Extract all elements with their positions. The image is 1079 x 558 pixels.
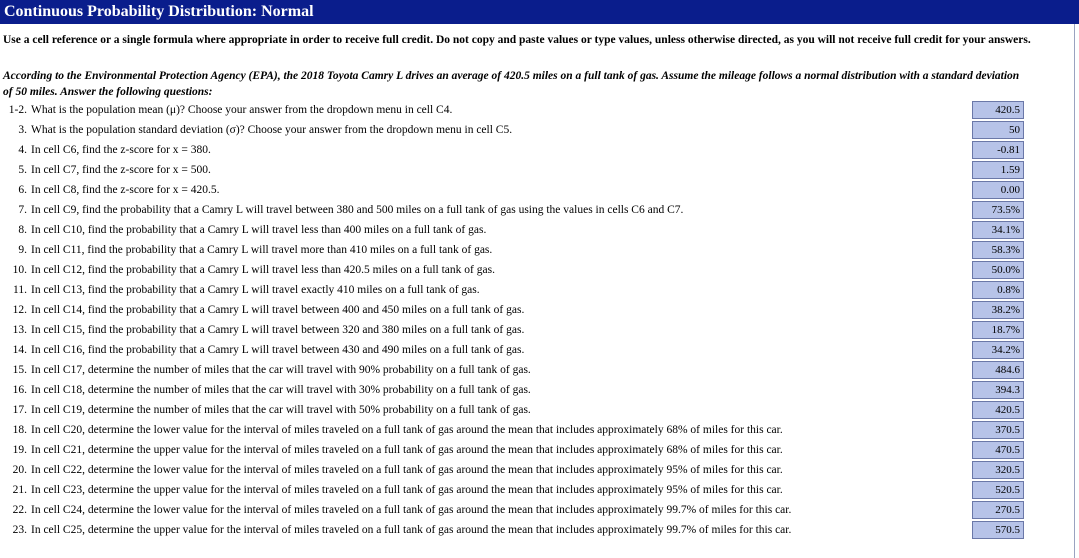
question-prompt: What is the population mean (μ)? Choose your answer from the dropdown menu in cell C4. [31,104,453,116]
question-row [0,500,1079,520]
question-text [3,440,783,460]
question-number: 8. [18,224,27,236]
question-text [3,260,495,280]
question-number: 11. [13,284,27,296]
question-row [0,460,1079,480]
answer-cell[interactable]: 484.6 [972,361,1024,379]
question-text [3,320,524,340]
question-number: 18. [12,424,27,436]
question-text [3,400,531,420]
answer-cell[interactable]: 394.3 [972,381,1024,399]
question-text [3,160,211,180]
question-text [3,380,531,400]
answer-cell[interactable]: 34.2% [972,341,1024,359]
question-prompt: In cell C25, determine the upper value for the interval of miles traveled on a full tank of gas around the mean that includes approximately 99.7% of miles for this car. [31,524,792,536]
question-prompt: In cell C15, find the probability that a Camry L will travel between 320 and 380 miles on a full tank of gas. [31,324,525,336]
answer-cell[interactable]: 0.00 [972,181,1024,199]
question-text [3,220,486,240]
answer-cell[interactable]: 18.7% [972,321,1024,339]
question-prompt: In cell C24, determine the lower value for the interval of miles traveled on a full tank of gas around the mean that includes approximately 99.7% of miles for this car. [31,504,792,516]
answer-cell[interactable]: 1.59 [972,161,1024,179]
question-text [3,100,452,120]
question-text [3,340,524,360]
answer-cell[interactable]: 73.5% [972,201,1024,219]
question-number: 3. [18,124,27,136]
question-prompt: In cell C9, find the probability that a Camry L will travel between 380 and 500 miles on a full tank of gas using the values in cells C6 and C7. [31,204,684,216]
question-number: 14. [12,344,27,356]
question-row [0,160,1079,180]
instructions-text: Use a cell reference or a single formula where appropriate in order to receive full credit. Do not copy and paste values or type values, unless otherwise directed, as you will not receive full credit for your answers. [3,34,1031,46]
question-row [0,360,1079,380]
question-text [3,120,512,140]
question-number: 1-2. [8,104,27,116]
question-number: 5. [18,164,27,176]
question-number: 6. [18,184,27,196]
answer-cell[interactable]: 320.5 [972,461,1024,479]
question-number: 21. [12,484,27,496]
question-number: 4. [18,144,27,156]
question-list [0,100,1079,540]
question-row [0,240,1079,260]
question-row [0,380,1079,400]
question-prompt: In cell C8, find the z-score for x = 420.5. [31,184,220,196]
answer-cell[interactable]: 0.8% [972,281,1024,299]
question-number: 9. [18,244,27,256]
question-row [0,180,1079,200]
question-number: 22. [12,504,27,516]
question-number: 16. [12,384,27,396]
question-number: 19. [12,444,27,456]
question-row [0,100,1079,120]
question-prompt: In cell C17, determine the number of miles that the car will travel with 90% probability on a full tank of gas. [31,364,531,376]
question-prompt: In cell C7, find the z-score for x = 500. [31,164,211,176]
answer-cell[interactable]: 470.5 [972,441,1024,459]
question-number: 17. [12,404,27,416]
question-text [3,420,783,440]
answer-cell[interactable]: 370.5 [972,421,1024,439]
question-prompt: In cell C19, determine the number of miles that the car will travel with 50% probability on a full tank of gas. [31,404,531,416]
question-row [0,260,1079,280]
question-row [0,420,1079,440]
answer-cell[interactable]: 570.5 [972,521,1024,539]
question-prompt: In cell C23, determine the upper value for the interval of miles traveled on a full tank of gas around the mean that includes approximately 95% of miles for this car. [31,484,783,496]
question-prompt: In cell C14, find the probability that a Camry L will travel between 400 and 450 miles on a full tank of gas. [31,304,525,316]
question-number: 7. [18,204,27,216]
question-text [3,240,492,260]
question-text [3,480,783,500]
question-text [3,460,783,480]
question-text [3,360,531,380]
question-row [0,120,1079,140]
question-text [3,500,791,520]
question-row [0,220,1079,240]
answer-cell[interactable]: 420.5 [972,401,1024,419]
question-prompt: In cell C20, determine the lower value for the interval of miles traveled on a full tank of gas around the mean that includes approximately 68% of miles for this car. [31,424,783,436]
question-row [0,300,1079,320]
question-row [0,320,1079,340]
question-prompt: In cell C22, determine the lower value for the interval of miles traveled on a full tank of gas around the mean that includes approximately 95% of miles for this car. [31,464,783,476]
question-text [3,140,211,160]
question-text [3,300,524,320]
question-row [0,480,1079,500]
question-row [0,440,1079,460]
answer-cell[interactable]: 420.5 [972,101,1024,119]
question-number: 13. [12,324,27,336]
sheet-edge-divider [1074,24,1075,558]
question-row [0,400,1079,420]
question-prompt: In cell C11, find the probability that a Camry L will travel more than 410 miles on a full tank of gas. [31,244,493,256]
answer-cell[interactable]: 520.5 [972,481,1024,499]
question-text [3,180,220,200]
question-prompt: In cell C21, determine the upper value for the interval of miles traveled on a full tank of gas around the mean that includes approximately 68% of miles for this car. [31,444,783,456]
answer-cell[interactable]: 38.2% [972,301,1024,319]
scenario-text: According to the Environmental Protection Agency (EPA), the 2018 Toyota Camry L drives an average of 420.5 miles on a full tank of gas. Assume the mileage follows a normal distribution with a standard deviation of 50 miles. Answer the following questions: [3,70,1020,98]
answer-cell[interactable]: 50.0% [972,261,1024,279]
question-number: 10. [12,264,27,276]
question-prompt: In cell C16, find the probability that a Camry L will travel between 430 and 490 miles on a full tank of gas. [31,344,525,356]
answer-cell[interactable]: 270.5 [972,501,1024,519]
answer-cell[interactable]: 34.1% [972,221,1024,239]
question-text [3,280,480,300]
question-prompt: In cell C10, find the probability that a Camry L will travel less than 400 miles on a full tank of gas. [31,224,487,236]
answer-cell[interactable]: 50 [972,121,1024,139]
question-number: 20. [12,464,27,476]
sheet-title: Continuous Probability Distribution: Normal [0,0,1079,24]
question-number: 15. [12,364,27,376]
question-number: 12. [12,304,27,316]
question-number: 23. [12,524,27,536]
question-prompt: In cell C6, find the z-score for x = 380. [31,144,211,156]
question-prompt: In cell C18, determine the number of miles that the car will travel with 30% probability on a full tank of gas. [31,384,531,396]
answer-cell[interactable]: -0.81 [972,141,1024,159]
question-prompt: In cell C13, find the probability that a Camry L will travel exactly 410 miles on a full tank of gas. [31,284,480,296]
question-text [3,200,683,220]
question-row [0,280,1079,300]
question-text [3,520,791,540]
question-row [0,340,1079,360]
question-row [0,520,1079,540]
question-prompt: What is the population standard deviation (σ)? Choose your answer from the dropdown menu in cell C5. [31,124,513,136]
answer-cell[interactable]: 58.3% [972,241,1024,259]
question-row [0,140,1079,160]
question-row [0,200,1079,220]
question-prompt: In cell C12, find the probability that a Camry L will travel less than 420.5 miles on a full tank of gas. [31,264,495,276]
